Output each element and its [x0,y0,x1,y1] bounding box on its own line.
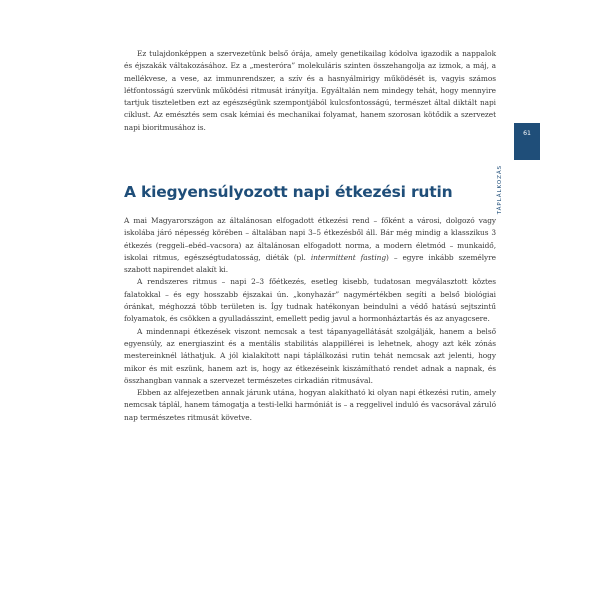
paragraph-1-end: ) – egyre inkább személyre szabott napirendet alakít ki. [124,252,496,275]
chapter-side-label [495,165,509,215]
section-body [124,215,496,424]
page-number: 61 [523,130,531,137]
paragraph-3: A mindennapi étkezések viszont nemcsak a test tápanyagellátását szolgálják, hanem a belső egyensúly, az energiaszint és a mentális stabilitás alappillérei is lehetnek, ahogy azt kék zónás mestereinknél láthatjuk. A jól kialakított napi táplálkozási rutin tehát nemcsak azt jelenti, hogy mikor és mit eszünk, hanem azt is, hogy az étkezéseink kiszámítható rendet adnak a napnak, és összhangban vannak a szervezet természetes cirkadián ritmusával. [124,326,496,385]
section-heading: A kiegyensúlyozott napi étkezési rutin [124,183,453,201]
intro-paragraph: Ez tulajdonképpen a szervezetünk belső órája, amely genetikailag kódolva igazodik a nappalok és éjszakák váltakozásához. Ez a „mesteróra” molekuláris szinten összehangolja az izmok, a máj, a mellékvese, a vese, az immunrendszer, a szív és a hasnyálmirigy működését is, vagyis számos létfontosságú szervünk működési ritmusát irányítja. Egyáltalán nem mindegy tehát, hogy mennyire tartjuk tiszteletben ezt az egészségünk szempontjából kulcsfontosságú, természet által diktált napi ciklust. Az emésztés sem csak kémiai és mechanikai folyamat, hanem szorosan kötődik a szervezet napi bioritmusához is. [124,49,496,132]
paragraph-4: Ebben az alfejezetben annak járunk utána, hogyan alakítható ki olyan napi étkezési rutin, amely nemcsak táplál, hanem támogatja a testi-lelki harmóniát is – a reggelivel induló és vacsorával záruló nap természetes ritmusát követve. [124,388,496,422]
page-number-tab [514,123,540,160]
paragraph-1-italic-term: intermittent fasting [310,252,387,262]
chapter-label-text: TÁPLÁLKOZÁS [497,165,503,215]
intro-text [124,48,496,134]
paragraph-1-start: A mai Magyarországon az általánosan elfogadott étkezési rend – főként a városi, dolgozó vagy iskolába járó népesség körében – általában napi 3–5 étkezésből áll. Bár még mindig a klasszikus 3 étkezés (reggeli–ebéd–vacsora) az általánosan elfogadott norma, a modern életmód – munkaidő, iskolai ritmus, egészségtudatosság, diéták (pl. [124,216,496,262]
paragraph-1 [124,215,496,276]
paragraph-2: A rendszeres ritmus – napi 2–3 főétkezés, esetleg kisebb, tudatosan megválasztott köztes falatokkal – és egy hosszabb éjszakai ún. „konyhazár” nagymértékben segíti a belső biológiai óránkat, méghozzá több területen is. Így tudnak hatékonyan beindulni a védő hatású sejtszintű folyamatok, és csökken a gyulladásszint, emellett pedig javul a hormonháztartás és az anyagcsere. [124,277,496,324]
